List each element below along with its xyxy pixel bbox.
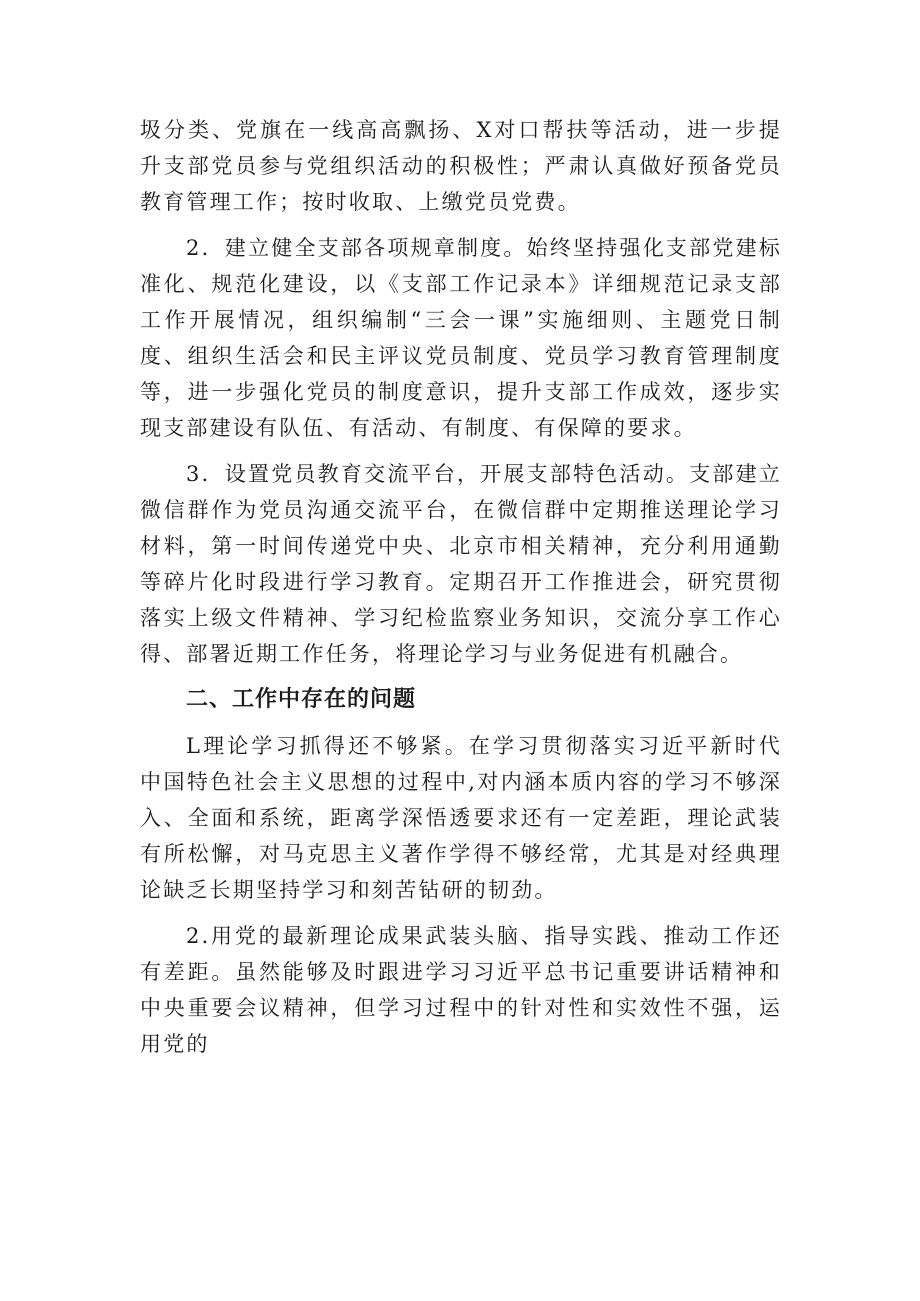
section-heading: 二、工作中存在的问题 — [186, 687, 417, 712]
paragraph-3: 3．设置党员教育交流平台，开展支部特色活动。支部建立微信群作为党员沟通交流平台，在微信群中定期推送理论学习材料，第一时间传递党中央、北京市相关精神，充分利用通勤等碎片化时段进行学习教育。定期召开工作推进会，研究贯彻落实上级文件精神、学习纪检监察业务知识，交流分享工作心得、部署近期工作任务，将理论学习与业务促进有机融合。 — [140, 462, 782, 666]
document-body — [140, 112, 782, 1072]
paragraph-4: L理论学习抓得还不够紧。在学习贯彻落实习近平新时代中国特色社会主义思想的过程中,对内涵本质内容的学习不够深入、全面和系统，距离学深悟透要求还有一定差距，理论武装有所松懈，对马克思主义著作学得不够经常，尤其是对经典理论缺乏长期坚持学习和刻苦钻研的韧劲。 — [140, 734, 782, 902]
paragraph-2: 2．建立健全支部各项规章制度。始终坚持强化支部党建标准化、规范化建设，以《支部工作记录本》详细规范记录支部工作开展情况，组织编制“三会一课”实施细则、主题党日制度、组织生活会和民主评议党员制度、党员学习教育管理制度等，进一步强化党员的制度意识，提升支部工作成效，逐步实现支部建设有队伍、有活动、有制度、有保障的要求。 — [140, 236, 782, 440]
paragraph-5: 2.用党的最新理论成果武装头脑、指导实践、推动工作还有差距。虽然能够及时跟进学习习近平总书记重要讲话精神和中央重要会议精神，但学习过程中的针对性和实效性不强，运用党的 — [140, 924, 782, 1056]
paragraph-1: 圾分类、党旗在一线高高飘扬、X对口帮扶等活动，进一步提升支部党员参与党组织活动的积极性；严肃认真做好预备党员教育管理工作；按时收取、上缴党员党费。 — [140, 118, 782, 214]
